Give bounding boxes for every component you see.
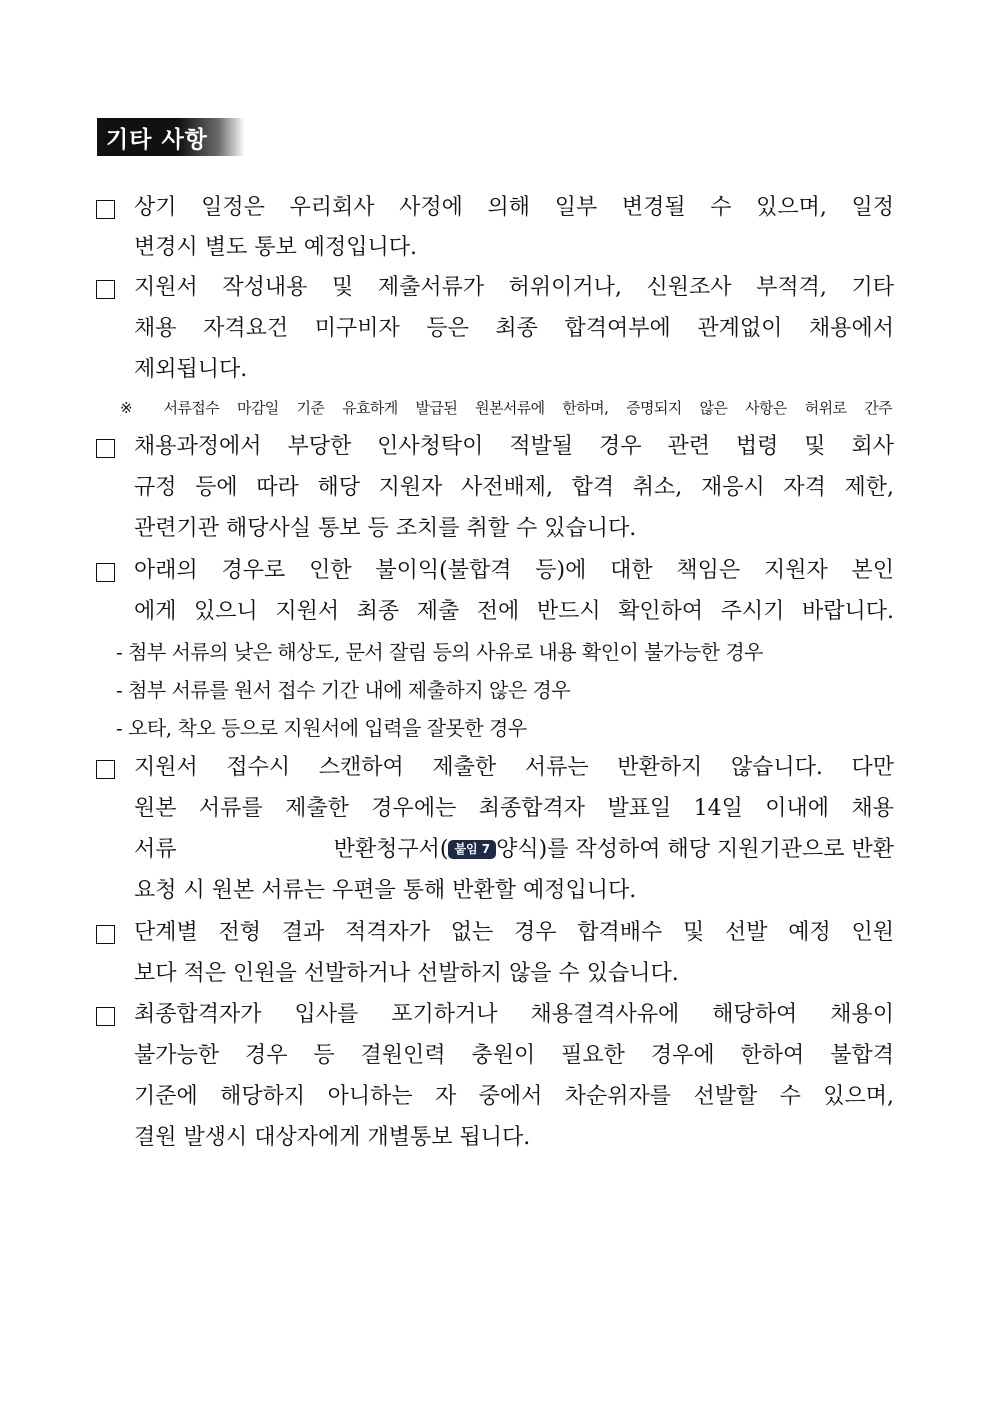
notice-line: 불가능한 경우 등 결원인력 충원이 필요한 경우에 한하여 불합격 [134,1043,894,1068]
attachment-badge: 붙임 7 [448,840,496,859]
checkbox-square-icon [96,280,115,299]
notice-line: 단계별 전형 결과 적격자가 없는 경우 합격배수 및 선발 예정 인원 [134,920,894,945]
checkbox-square-icon [96,760,115,779]
checkbox-square-icon [96,563,115,582]
dash-item: - 첨부 서류의 낮은 해상도, 문서 잘림 등의 사유로 내용 확인이 불가능한 경우 [116,640,764,664]
notice-line: 최종합격자가 입사를 포기하거나 채용결격사유에 해당하여 채용이 [134,1002,894,1027]
notice-text: 서류 [134,837,177,862]
notice-line [134,835,894,865]
notice-line: 변경시 별도 통보 예정입니다. [134,235,417,260]
notice-line: 관련기관 해당사실 통보 등 조치를 취할 수 있습니다. [134,516,637,541]
notice-text: 반환청구서( 붙임 7 양식)를 작성하여 해당 지원기관으로 반환 [333,837,894,862]
notice-line: 에게 있으니 지원서 최종 제출 전에 반드시 확인하여 주시기 바랍니다. [134,599,894,624]
notice-line: 지원서 작성내용 및 제출서류가 허위이거나, 신원조사 부적격, 기타 [134,275,894,300]
notice-line: 원본 서류를 제출한 경우에는 최종합격자 발표일 14일 이내에 채용 [134,796,894,821]
notice-line: 상기 일정은 우리회사 사정에 의해 일부 변경될 수 있으며, 일정 [134,195,894,220]
dash-item: - 오타, 착오 등으로 지원서에 입력을 잘못한 경우 [116,716,527,740]
note-text: ※ 서류접수 마감일 기준 유효하게 발급된 원본서류에 한하며, 증명되지 않은 사항은 허위로 간주 [120,399,892,417]
notice-line: 요청 시 원본 서류는 우편을 통해 반환할 예정입니다. [134,878,637,903]
notice-line: 채용과정에서 부당한 인사청탁이 적발될 경우 관련 법령 및 회사 [134,434,894,459]
checkbox-square-icon [96,925,115,944]
notice-line: 채용 자격요건 미구비자 등은 최종 합격여부에 관계없이 채용에서 [134,316,894,341]
notice-line: 결원 발생시 대상자에게 개별통보 됩니다. [134,1125,531,1150]
notice-line: 보다 적은 인원을 선발하거나 선발하지 않을 수 있습니다. [134,961,679,986]
checkbox-square-icon [96,439,115,458]
notice-line: 제외됩니다. [134,357,248,382]
section-title-banner [97,118,245,156]
notice-line: 아래의 경우로 인한 불이익(불합격 등)에 대한 책임은 지원자 본인 [134,558,894,583]
notice-line: 기준에 해당하지 아니하는 자 중에서 차순위자를 선발할 수 있으며, [134,1084,894,1109]
section-title: 기타 사항 [106,126,208,153]
dash-item: - 첨부 서류를 원서 접수 기간 내에 제출하지 않은 경우 [116,678,571,702]
checkbox-square-icon [96,1007,115,1026]
notice-line: 지원서 접수시 스캔하여 제출한 서류는 반환하지 않습니다. 다만 [134,755,894,780]
checkbox-square-icon [96,200,115,219]
notice-line: 규정 등에 따라 해당 지원자 사전배제, 합격 취소, 재응시 자격 제한, [134,475,894,500]
